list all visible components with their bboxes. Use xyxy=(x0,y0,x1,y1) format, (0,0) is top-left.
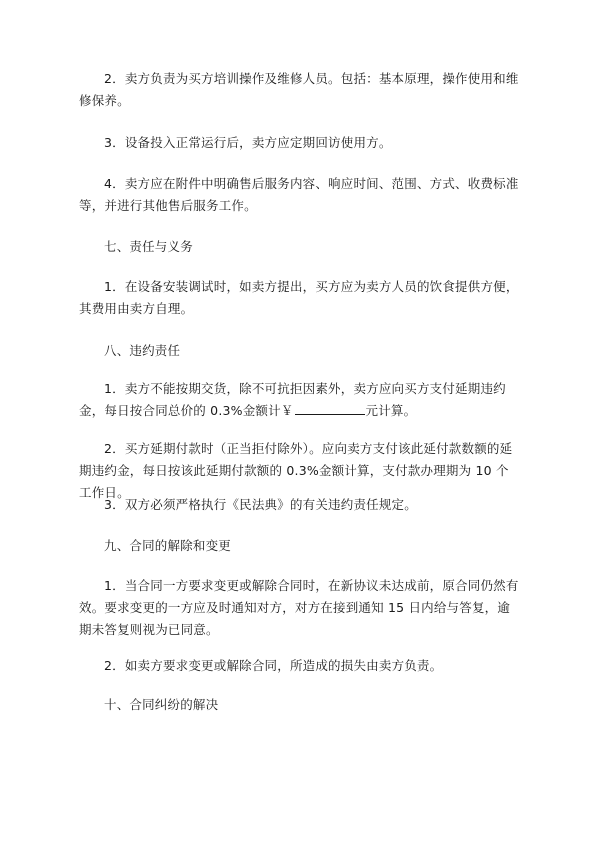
paragraph-breach-law: 3．双方必须严格执行《民法典》的有关违约责任规定。 xyxy=(104,497,417,512)
paragraph-change-notice: 1．当合同一方要求变更或解除合同时，在新协议未达成前，原合同仍然有效。要求变更的一方应及时通知对方，对方在接到通知 15 日内给与答复，逾期未答复则视为已同意。 xyxy=(79,578,519,637)
section-heading-10: 十、合同纠纷的解决 xyxy=(104,697,219,712)
paragraph-breach-delivery xyxy=(79,378,519,422)
section-heading-7: 七、责任与义务 xyxy=(104,239,193,254)
amount-blank-line xyxy=(295,402,365,415)
paragraph-duty-installation: 1．在设备安装调试时，如卖方提出，买方应为卖方人员的饮食提供方便，其费用由卖方自理。 xyxy=(79,279,519,316)
section-heading-8: 八、违约责任 xyxy=(104,343,181,358)
paragraph-breach-payment: 2．买方延期付款时（正当拒付除外）。应向卖方支付该此延付款数额的延期违约金，每日按该此延期付款额的 0.3%金额计算，支付款办理期为 10 个工作日。 xyxy=(79,441,513,500)
paragraph-service-terms: 4．卖方应在附件中明确售后服务内容、响应时间、范围、方式、收费标准等，并进行其他售后服务工作。 xyxy=(79,176,519,213)
paragraph-service-revisit: 3．设备投入正常运行后，卖方应定期回访使用方。 xyxy=(104,135,392,150)
paragraph-service-training: 2．卖方负责为买方培训操作及维修人员。包括：基本原理，操作使用和维修保养。 xyxy=(79,71,519,108)
breach-delivery-text: 1．卖方不能按期交货，除不可抗拒因素外，卖方应向买方支付延期违约金，每日按合同总价的 0.3%金额计￥ xyxy=(79,381,506,418)
section-heading-9: 九、合同的解除和变更 xyxy=(104,538,232,553)
breach-delivery-text-end: 元计算。 xyxy=(365,403,417,418)
paragraph-change-loss: 2．如卖方要求变更或解除合同，所造成的损失由卖方负责。 xyxy=(104,658,443,673)
